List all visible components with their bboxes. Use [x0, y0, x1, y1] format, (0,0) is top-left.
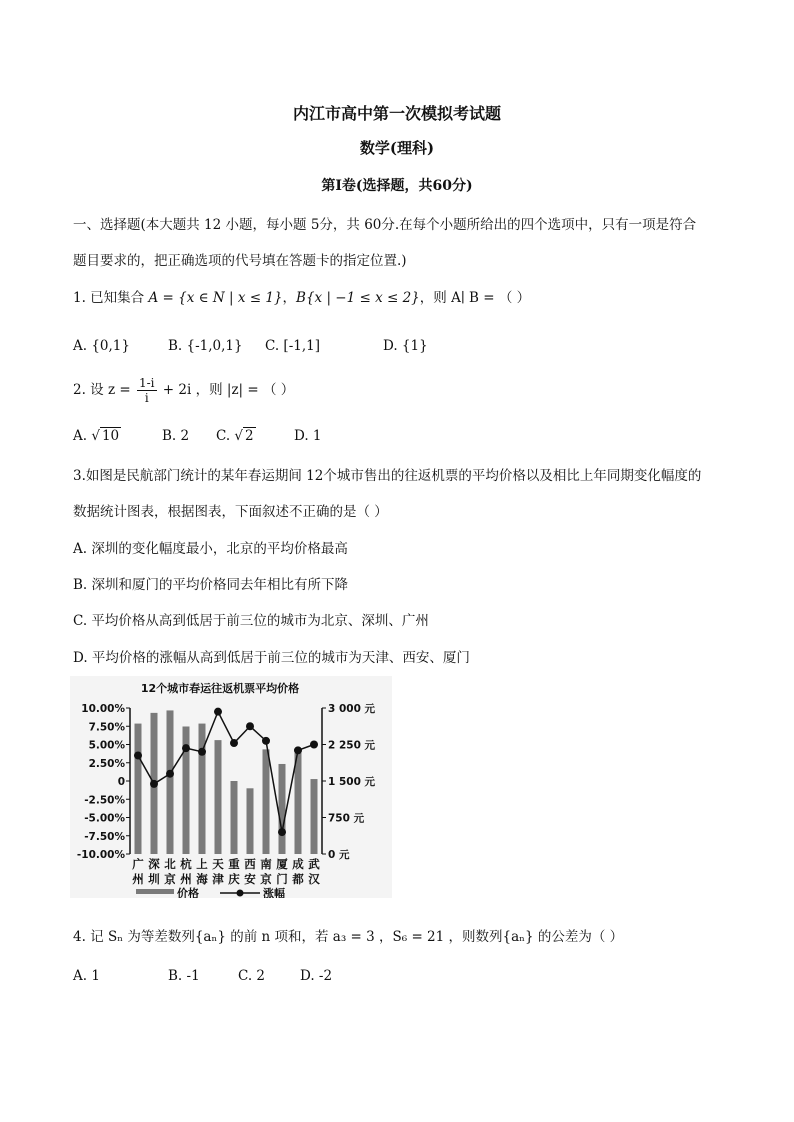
q2-option-a-radicand: 10	[101, 428, 120, 444]
category-label-bottom: 门	[276, 872, 288, 886]
left-axis-tick-label: 2.50%	[88, 757, 125, 770]
change-point	[230, 739, 238, 747]
price-bar	[215, 740, 222, 854]
exam-title: 内江市高中第一次模拟考试题	[292, 104, 501, 123]
category-label-top: 厦	[276, 857, 288, 871]
q2-option-c-radicand: 2	[245, 428, 254, 444]
chart-title: 12个城市春运往返机票平均价格	[140, 682, 300, 695]
q1-option-d: D. {1}	[383, 338, 428, 354]
q2-frac-den: i	[144, 391, 149, 405]
question-3-stem-line1: 3.如图是民航部门统计的某年春运期间 12个城市售出的往返机票的平均价格以及相比上年同期变化幅度的	[73, 468, 702, 484]
change-point	[294, 746, 302, 754]
question-2-stem	[73, 376, 294, 405]
q2-option-a: A. √ 10	[73, 428, 120, 444]
change-point	[246, 722, 254, 730]
q2-frac-num: 1-i	[138, 376, 155, 390]
category-label-bottom: 汉	[308, 872, 320, 886]
category-label-top: 成	[292, 857, 304, 871]
change-point	[214, 708, 222, 716]
category-label-top: 广	[132, 857, 144, 871]
right-axis-tick-label: 3 000 元	[328, 703, 376, 715]
category-label-bottom: 州	[132, 872, 144, 886]
price-bar	[231, 781, 238, 854]
price-bar	[295, 753, 302, 854]
left-axis-tick-label: -2.50%	[84, 794, 125, 807]
left-axis-tick-label: 0	[117, 776, 125, 788]
category-label-bottom: 安	[244, 872, 256, 886]
q3-option-c: C. 平均价格从高到低居于前三位的城市为北京、深圳、广州	[73, 613, 429, 629]
q4-option-d: D. -2	[300, 968, 333, 984]
price-bar	[247, 788, 254, 854]
change-point	[310, 741, 318, 749]
price-bar	[167, 710, 174, 854]
category-label-top: 深	[148, 857, 160, 871]
legend-line-point	[237, 890, 244, 897]
q2-option-c: C. √ 2	[216, 428, 254, 444]
change-point	[278, 828, 286, 836]
change-point	[182, 744, 190, 752]
price-bar	[279, 764, 286, 854]
left-axis-tick-label: 10.00%	[81, 703, 125, 715]
q4-option-a: A. 1	[73, 968, 100, 984]
category-label-bottom: 都	[292, 872, 304, 886]
q1-set-a: A = {x ∈ N | x ≤ 1}	[148, 290, 283, 306]
legend-change-label: 涨幅	[263, 887, 285, 898]
left-axis-tick-label: -10.00%	[76, 849, 125, 861]
category-label-top: 杭	[180, 857, 192, 871]
category-label-bottom: 圳	[148, 872, 160, 886]
legend-bar-swatch	[136, 889, 174, 894]
category-label-bottom: 州	[180, 872, 192, 886]
q1-option-c: C. [-1,1]	[265, 338, 320, 354]
airfare-chart	[70, 676, 392, 898]
q2-option-b: B. 2	[162, 428, 190, 444]
left-axis-tick-label: -5.00%	[84, 812, 125, 825]
q1-set-b: B{x | −1 ≤ x ≤ 2}	[296, 290, 420, 306]
category-label-bottom: 京	[260, 872, 272, 886]
category-label-bottom: 京	[164, 872, 176, 886]
q4-option-b: B. -1	[168, 968, 200, 984]
q1-prefix: 1. 已知集合	[73, 290, 149, 306]
question-1-stem	[73, 286, 530, 306]
q2-prefix: 2. 设 z =	[73, 382, 135, 398]
price-bar	[199, 724, 206, 854]
right-axis-tick-label: 0 元	[328, 849, 350, 861]
question-4-stem: 4. 记 Sₙ 为等差数列{aₙ} 的前 n 项和，若 a₃ = 3 ，S₆ = 21 ，则数列{aₙ} 的公差为（ ）	[73, 929, 624, 945]
q2-fraction	[137, 376, 157, 405]
category-label-bottom: 海	[196, 872, 208, 886]
category-label-top: 西	[244, 857, 256, 871]
left-axis-tick-label: -7.50%	[84, 830, 125, 843]
category-label-top: 南	[260, 857, 272, 871]
q2-mid: + 2i ，则 |z| = （ ）	[158, 382, 295, 398]
right-axis-tick-label: 750 元	[328, 812, 365, 825]
category-label-bottom: 庆	[228, 872, 240, 886]
subject-title: 数学(理科)	[359, 139, 435, 157]
category-label-top: 上	[196, 857, 208, 871]
q2-option-d: D. 1	[294, 428, 322, 444]
q4-option-c: C. 2	[238, 968, 266, 984]
right-axis-tick-label: 1 500 元	[328, 776, 376, 788]
volume-title: 第I卷(选择题，共60分)	[321, 178, 473, 194]
left-axis-tick-label: 5.00%	[88, 739, 125, 752]
q3-option-d: D. 平均价格的涨幅从高到低居于前三位的城市为天津、西安、厦门	[73, 650, 470, 666]
price-bar	[135, 724, 142, 854]
section-intro-line1: 一、选择题(本大题共 12 小题，每小题 5分，共 60分.在每个小题所给出的四个选项中，只有一项是符合	[73, 217, 697, 233]
category-label-top: 北	[164, 857, 176, 871]
q1-option-b: B. {-1,0,1}	[168, 338, 243, 354]
price-bar	[311, 779, 318, 854]
left-axis-tick-label: 7.50%	[88, 721, 125, 734]
q1-suffix: ，则 A∣ B = （ ）	[419, 290, 531, 306]
question-3-stem-line2: 数据统计图表，根据图表，下面叙述不正确的是（ ）	[73, 504, 388, 520]
right-axis-tick-label: 2 250 元	[328, 739, 376, 752]
section-intro-line2: 题目要求的，把正确选项的代号填在答题卡的指定位置.)	[73, 253, 407, 269]
q3-option-b: B. 深圳和厦门的平均价格同去年相比有所下降	[73, 577, 349, 593]
legend-price-label: 价格	[177, 887, 199, 898]
category-label-top: 天	[212, 857, 224, 871]
change-point	[166, 770, 174, 778]
change-point	[134, 751, 142, 759]
price-bar	[263, 749, 270, 854]
change-point	[262, 737, 270, 745]
q1-option-a: A. {0,1}	[73, 338, 130, 354]
category-label-top: 武	[308, 857, 320, 871]
change-point	[150, 780, 158, 788]
q1-sep: ，	[282, 290, 297, 306]
q3-option-a: A. 深圳的变化幅度最小，北京的平均价格最高	[73, 541, 348, 557]
category-label-bottom: 津	[212, 872, 224, 886]
category-label-top: 重	[228, 857, 240, 871]
change-point	[198, 748, 206, 756]
